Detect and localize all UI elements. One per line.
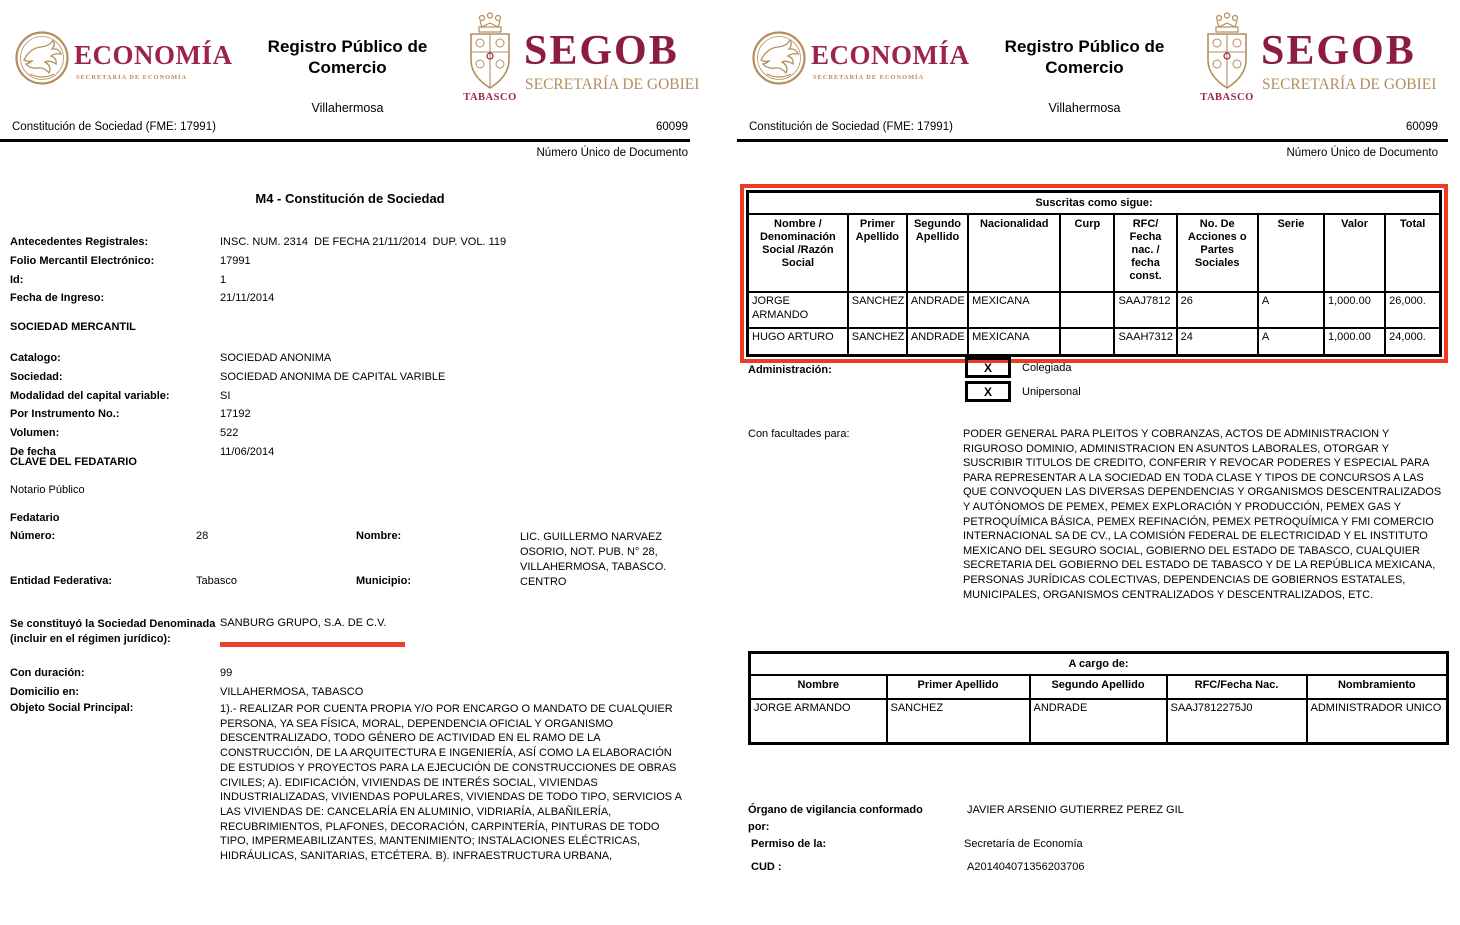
tabasco-crest-icon xyxy=(462,12,518,95)
red-highlight-annotation xyxy=(740,184,1448,363)
cargo-caption: A cargo de: xyxy=(750,653,1448,676)
facultades-label: Con facultades para: xyxy=(748,428,850,440)
organo-value: JAVIER ARSENIO GUTIERREZ PEREZ GIL xyxy=(967,804,1184,816)
notary-type: Notario Público xyxy=(10,484,85,496)
header-rule xyxy=(0,139,690,142)
suscritas-header-row: Nombre / Denominación Social /Razón Social Primer Apellido Segundo Apellido Nacionalidad Curp RFC/ Fecha nac. / fecha const. No. De Acciones o Partes Sociales Serie Valor Total xyxy=(748,214,1441,292)
field-instrumento: Por Instrumento No.: 17192 xyxy=(10,408,251,421)
field-sociedad-denominada: Se constituyó la Sociedad Denominada (incluir en el régimen jurídico): SANBURG GRUPO, S.A. DE C.V. xyxy=(10,617,386,648)
economia-eagle-seal-icon xyxy=(751,30,807,89)
doc-title: Constitución de Sociedad (FME: 17991) xyxy=(12,121,216,133)
tabasco-crest-icon xyxy=(1199,12,1255,95)
table-row: JORGE ARMANDO SANCHEZ ANDRADE SAAJ7812275J0 ADMINISTRADOR UNICO xyxy=(750,699,1448,743)
admin-option-colegiada: X Colegiada xyxy=(965,357,1081,378)
table-row: JORGE ARMANDO SANCHEZ ANDRADE MEXICANA SAAJ7812 26 A 1,000.00 26,000. xyxy=(748,292,1441,328)
field-folio: Folio Mercantil Electrónico: 17991 xyxy=(10,254,251,267)
table-row: HUGO ARTURO SANCHEZ ANDRADE MEXICANA SAAH7312 24 A 1,000.00 24,000. xyxy=(748,328,1441,355)
field-id: Id: 1 xyxy=(10,273,227,286)
economia-logo-text: ECONOMÍA xyxy=(74,40,233,70)
permiso-value: Secretaría de Economía xyxy=(964,838,1083,850)
fedatario-numero-nombre-row: Número: 28 Nombre: LIC. GUILLERMO NARVAEZ OSORIO, NOT. PUB. N° 28, VILLAHERMOSA, TABASCO. xyxy=(10,530,667,573)
economia-logo-subtitle: SECRETARÍA DE ECONOMÍA xyxy=(813,74,925,81)
checkbox-colegiada: X xyxy=(965,357,1011,378)
fedatario-entidad-municipio-row: Entidad Federativa: Tabasco Municipio: CENTRO xyxy=(10,575,567,588)
checkbox-unipersonal: X xyxy=(965,381,1011,402)
field-duracion: Con duración: 99 xyxy=(10,667,233,679)
permiso-label: Permiso de la: xyxy=(751,838,827,850)
duracion-domicilio-fields xyxy=(10,664,363,702)
field-domicilio: Domicilio en: VILLAHERMOSA, TABASCO xyxy=(10,685,364,698)
registry-city: Villahermosa xyxy=(311,101,384,115)
admin-option-unipersonal: X Unipersonal xyxy=(965,381,1081,402)
cud-label: CUD : xyxy=(751,861,782,873)
suscritas-caption: Suscritas como sigue: xyxy=(748,192,1441,215)
organo-label: Órgano de vigilancia conformado por: xyxy=(748,804,923,833)
doc-number-label: Número Único de Documento xyxy=(536,147,688,159)
registry-title-line1: Registro Público de xyxy=(1004,37,1165,56)
field-de-fecha: De fecha 11/06/2014 xyxy=(10,445,275,458)
segob-logo-subtitle: SECRETARÍA DE GOBIEI xyxy=(525,76,700,93)
economia-eagle-seal-icon xyxy=(14,30,70,89)
tabasco-crest-label: TABASCO xyxy=(1200,92,1254,103)
field-catalogo: Catalogo: SOCIEDAD ANONIMA xyxy=(10,352,332,364)
cud-value: A201404071356203706 xyxy=(967,861,1085,873)
page-title: M4 - Constitución de Sociedad xyxy=(255,191,445,206)
field-fecha-ingreso: Fecha de Ingreso: 21/11/2014 xyxy=(10,292,275,305)
doc-title: Constitución de Sociedad (FME: 17991) xyxy=(749,121,953,133)
cargo-header-row: Nombre Primer Apellido Segundo Apellido RFC/Fecha Nac. Nombramiento xyxy=(750,675,1448,699)
registry-city: Villahermosa xyxy=(1048,101,1121,115)
section-sociedad-mercantil: SOCIEDAD MERCANTIL xyxy=(10,321,136,333)
header-rule xyxy=(737,139,1448,142)
facultades-text: PODER GENERAL PARA PLEITOS Y COBRANZAS, ACTOS DE ADMINISTRACION Y RIGUROSO DOMINIO, ADMINISTRACION EN ASUNTOS LABORALES, OTORGAR Y SUSCRIBIR TITULOS DE CREDITO, CONFERIR Y REVOCAR PODERES Y ESPECIAL PARA PARA REPRESENTAR A LA SOCIEDAD EN TODA CLASE Y TIPOS DE CONCURSOS A LAS QUE CONVOQUEN LAS DIVERSAS DEPENDENCIAS Y ORGANISMOS DESCENTRALIZADOS Y AUTÓNOMOS DE PEMEX, PEMEX EXPLORACIÓN Y PRODUCCIÓN, PEMEX GAS Y PETROQUÍMICA BÁSICA, PEMEX REFINACIÓN, PEMEX PETROQUÍMICA Y FMI COMERCIO INTERNACIONAL SA DE CV., LA COMISIÓN FEDERAL DE ELECTRICIDAD Y EL INSTITUTO MEXICANO DEL SEGURO SOCIAL, GOBIERNO DEL ESTADO DE TABASCO, CUALQUIER SECRETARIA DEL GOBIERNO DEL ESTADO DE TABASCO Y DE LA REPÚBLICA MEXICANA, PERSONAS JURÍDICAS COLECTIVAS, DEPENDENCIAS DE GOBIERNOS ESTATALES, MUNICIPALES, ORGANISMOS CENTRALIZADOS Y DESCENTRALIZADOS, ETC. xyxy=(963,428,1445,601)
sociedad-fields xyxy=(10,349,445,462)
registry-title-line2: Comercio xyxy=(308,58,387,77)
economia-logo-subtitle: SECRETARÍA DE ECONOMÍA xyxy=(76,74,188,81)
fedatario-heading: Fedatario xyxy=(10,512,60,524)
cargo-table xyxy=(748,651,1449,745)
segob-logo-subtitle: SECRETARÍA DE GOBIEI xyxy=(1262,76,1437,93)
doc-number: 60099 xyxy=(656,121,688,133)
page-left xyxy=(0,0,710,925)
doc-number-label: Número Único de Documento xyxy=(1286,147,1438,159)
field-antecedentes: Antecedentes Registrales: INSC. NUM. 2314 DE FECHA 21/11/2014 DUP. VOL. 119 xyxy=(10,236,507,248)
admin-label: Administración: xyxy=(748,364,832,376)
company-name: SANBURG GRUPO, S.A. DE C.V. xyxy=(220,617,387,629)
suscritas-table xyxy=(746,190,1442,357)
red-underline-annotation xyxy=(220,642,405,647)
registry-title-line2: Comercio xyxy=(1045,58,1124,77)
registry-title-line1: Registro Público de xyxy=(267,37,428,56)
registral-fields xyxy=(10,233,506,308)
section-clave-fedatario: CLAVE DEL FEDATARIO xyxy=(10,456,137,468)
segob-logo-text: SEGOB xyxy=(1261,28,1416,74)
tabasco-crest-label: TABASCO xyxy=(463,92,517,103)
field-objeto-social: Objeto Social Principal: 1).- REALIZAR POR CUENTA PROPIA Y/O POR ENCARGO O MANDATO DE CUALQUIER PERSONA, YA SEA FÍSICA, MORAL, DEPENDENCIA OFICIAL Y ORGANISMO DESCENTRALIZADO, TODO GÉNERO DE ACTIVIDAD EN EL RAMO DE LA CONSTRUCCIÓN, DE LA ARQUITECTURA E INGENIERÍA, ASÍ COMO LA ELABORACIÓN DE ESTUDIOS Y PROYECTOS PARA LA EJECUCIÓN DE CONSTRUCCIONES DE OBRAS CIVILES; A). EDIFICACIÓN, VIVIENDAS DE INTERÉS SOCIAL, VIVIENDAS INDUSTRIALIZADAS, VIVIENDAS POPULARES, VIVIENDAS DE TODO TIPO, SERVICIOS A LAS VIVIENDAS DE: CANCELARÍA EN ALUMINIO, VIDRIARÍA, ALBAÑILERÍA, RECUBRIMIENTOS, PLAFONES, DECORACIÓN, CARPINTERÍA, PINTURAS DE TODO TIPO, IMPERMEABILIZANTES, MANTENIMIENTO; INSTALACIONES ELÉCTRICAS, HIDRÁULICAS, SANITARIAS, ETCÉTERA. B). INFRAESTRUCTURA URBANA, xyxy=(10,702,685,863)
admin-options xyxy=(965,357,1081,405)
field-volumen: Volumen: 522 xyxy=(10,427,239,440)
doc-number: 60099 xyxy=(1406,121,1438,133)
economia-logo-text: ECONOMÍA xyxy=(811,40,970,70)
segob-logo-text: SEGOB xyxy=(524,28,679,74)
field-modalidad: Modalidad del capital variable: SI xyxy=(10,389,231,402)
page-right xyxy=(737,0,1460,925)
field-sociedad: Sociedad: SOCIEDAD ANONIMA DE CAPITAL VARIBLE xyxy=(10,370,446,383)
